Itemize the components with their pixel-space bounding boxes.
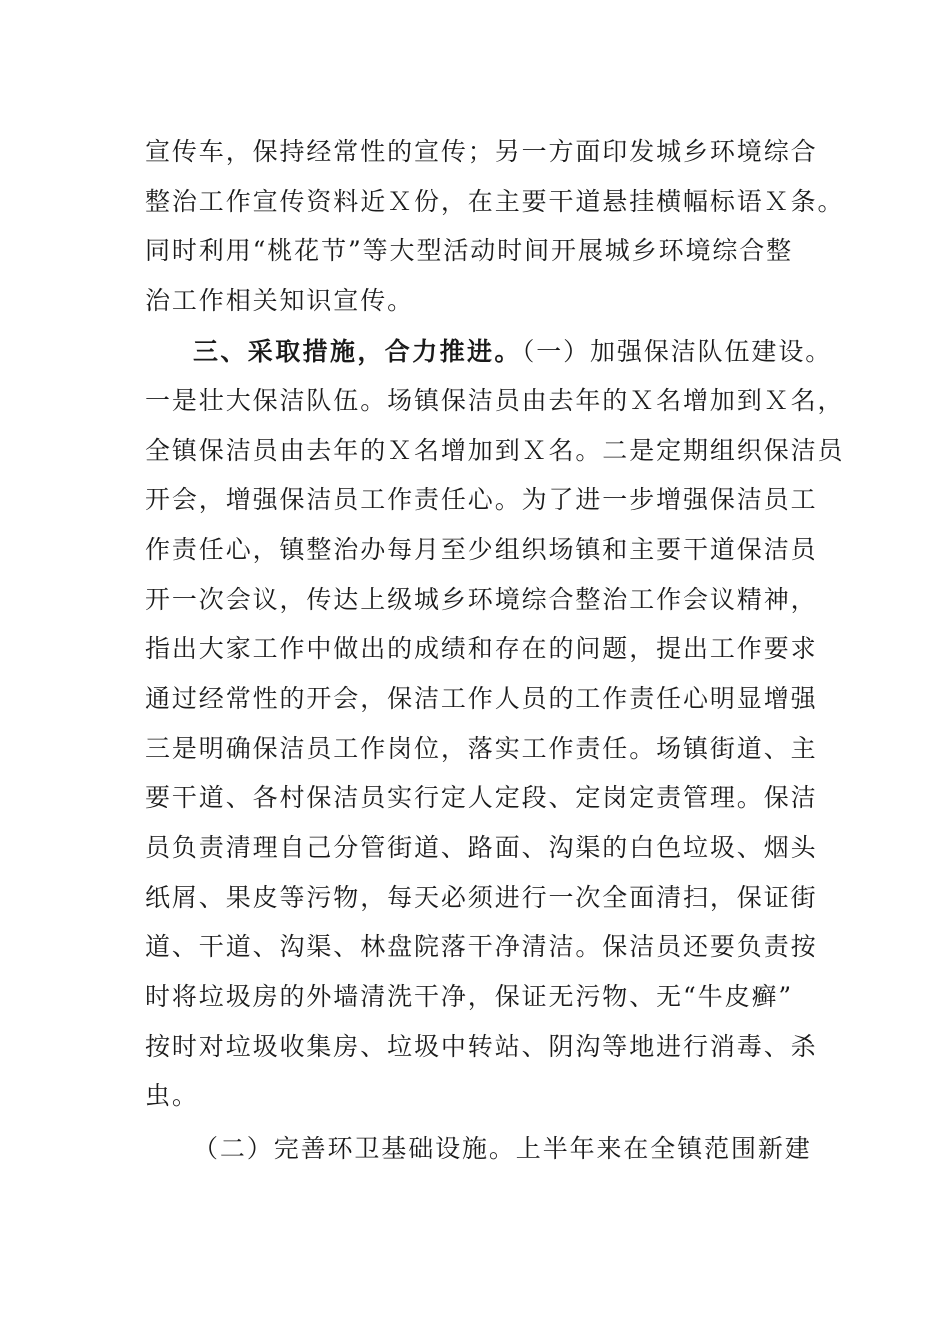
text-line: 作责任心，镇整治办每月至少组织场镇和主要干道保洁员 (145, 535, 818, 564)
subsection-title: （一）加强保洁队伍建设。 (521, 337, 833, 366)
text-line: 通过经常性的开会，保洁工作人员的工作责任心明显增强 (145, 684, 818, 713)
text-line: 道、干道、沟渠、林盘院落干净清洁。保洁员还要负责按 (145, 932, 818, 961)
text-line: 时将垃圾房的外墙清洗干净，保证无污物、无“牛皮癣” (145, 982, 794, 1011)
text-line: 开一次会议，传达上级城乡环境综合整治工作会议精神， (145, 585, 818, 614)
text-line: 三是明确保洁员工作岗位，落实工作责任。场镇街道、主 (145, 734, 818, 763)
text-line: 全镇保洁员由去年的Ｘ名增加到Ｘ名。二是定期组织保洁员 (145, 436, 845, 465)
text-line: 按时对垃圾收集房、垃圾中转站、阴沟等地进行消毒、杀 (145, 1032, 818, 1061)
text-line: 一是壮大保洁队伍。场镇保洁员由去年的Ｘ名增加到Ｘ名， (145, 386, 845, 415)
text-line: 开会，增强保洁员工作责任心。为了进一步增强保洁员工 (145, 485, 818, 514)
text-line: 虫。 (145, 1081, 199, 1110)
text-line: 整治工作宣传资料近Ｘ份，在主要干道悬挂横幅标语Ｘ条。 (145, 187, 845, 216)
text-line: 员负责清理自己分管街道、路面、沟渠的白色垃圾、烟头 (145, 833, 818, 862)
text-line: 宣传车，保持经常性的宣传；另一方面印发城乡环境综合 (145, 137, 818, 166)
section-heading-line (193, 332, 832, 372)
text-line: 治工作相关知识宣传。 (145, 286, 415, 315)
subsection-line: （二）完善环卫基础设施。上半年来在全镇范围新建 (193, 1134, 812, 1163)
text-line: 要干道、各村保洁员实行定人定段、定岗定责管理。保洁 (145, 783, 818, 812)
text-line: 指出大家工作中做出的成绩和存在的问题，提出工作要求 (145, 634, 818, 663)
text-line: 同时利用“桃花节”等大型活动时间开展城乡环境综合整 (145, 236, 794, 265)
text-line: 纸屑、果皮等污物，每天必须进行一次全面清扫，保证街 (145, 883, 818, 912)
section-heading: 三、采取措施，合力推进。 (193, 337, 522, 366)
